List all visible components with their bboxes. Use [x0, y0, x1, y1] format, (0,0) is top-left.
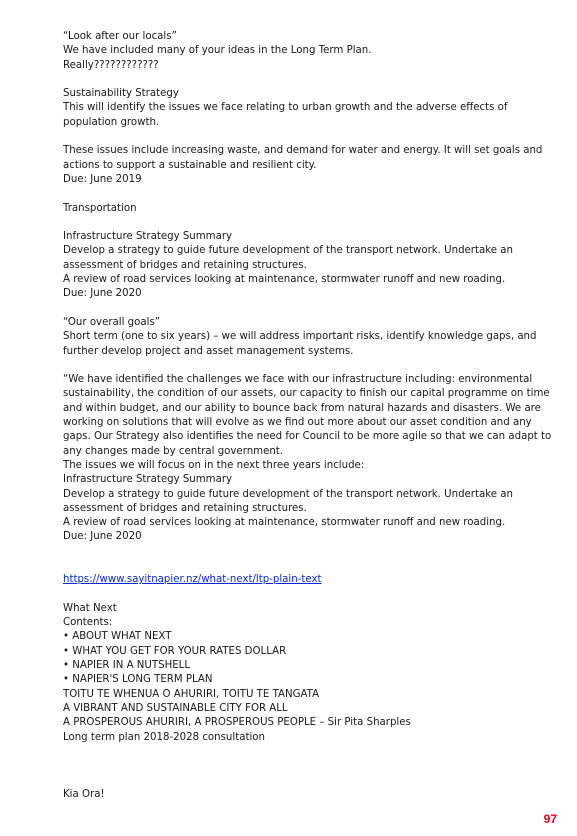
text-line: What Next	[63, 602, 117, 614]
text-line: A PROSPEROUS AHURIRI, A PROSPEROUS PEOPLE – Sir Pita Sharples	[63, 717, 411, 729]
text-line: Sustainability Strategy	[63, 88, 179, 100]
blank-line	[63, 130, 543, 144]
text-line: These issues include increasing waste, and demand for water and energy. It will set goals and	[63, 145, 543, 157]
text-line: A review of road services looking at maintenance, stormwater runoff and new roading.	[63, 274, 506, 286]
text-line: Due: June 2020	[63, 288, 142, 300]
text-line: Short term (one to six years) – we will address important risks, identify knowledge gaps, and	[63, 331, 537, 343]
text-line: assessment of bridges and retaining structures.	[63, 502, 307, 514]
blank-line	[63, 745, 543, 759]
text-line: working on solutions that will evolve as we find out more about our asset condition and any	[63, 417, 532, 429]
text-line: Develop a strategy to guide future development of the transport network. Undertake an	[63, 488, 513, 500]
text-line: Due: June 2020	[63, 531, 142, 543]
page-number: 97	[543, 812, 557, 826]
text-line: Really????????????	[63, 59, 159, 71]
text-line: • ABOUT WHAT NEXT	[63, 631, 172, 643]
text-line: • WHAT YOU GET FOR YOUR RATES DOLLAR	[63, 645, 287, 657]
text-line: Kia Ora!	[63, 788, 105, 800]
blank-line	[63, 359, 543, 373]
text-line: Transportation	[63, 202, 137, 214]
text-line: “Look after our locals”	[63, 31, 177, 42]
blank-line	[63, 545, 543, 559]
text-line: sustainability, the condition of our assets, our capacity to finish our capital programme on time	[63, 388, 550, 400]
text-line: further develop project and asset management systems.	[63, 345, 354, 357]
text-line: Long term plan 2018-2028 consultation	[63, 731, 265, 743]
blank-line	[63, 559, 543, 573]
blank-line	[63, 216, 543, 230]
text-line: We have included many of your ideas in the Long Term Plan.	[63, 45, 372, 57]
text-line: actions to support a sustainable and resilient city.	[63, 159, 317, 171]
text-line: population growth.	[63, 116, 160, 128]
blank-line	[63, 302, 543, 316]
document-text-block-2	[63, 588, 543, 802]
document-body	[63, 30, 552, 802]
blank-line	[63, 73, 543, 87]
document-text-block	[63, 30, 552, 573]
text-line: “We have identified the challenges we face with our infrastructure including: environmental	[63, 374, 533, 386]
text-line: Infrastructure Strategy Summary	[63, 474, 233, 486]
blank-line	[63, 773, 543, 787]
text-line: Infrastructure Strategy Summary	[63, 231, 233, 243]
text-line: Develop a strategy to guide future development of the transport network. Undertake an	[63, 245, 513, 257]
blank-line	[63, 588, 543, 602]
text-line: any changes made by central government.	[63, 445, 284, 457]
text-line: gaps. Our Strategy also identifies the need for Council to be more agile so that we can adapt to	[63, 431, 552, 443]
text-line: • NAPIER'S LONG TERM PLAN	[63, 674, 213, 686]
text-line: The issues we will focus on in the next three years include:	[63, 459, 365, 471]
text-line: assessment of bridges and retaining structures.	[63, 259, 307, 271]
blank-line	[63, 759, 543, 773]
text-line: and within budget, and our ability to bounce back from natural hazards and disasters. We are	[63, 402, 541, 414]
text-line: Due: June 2019	[63, 173, 142, 185]
text-line: This will identify the issues we face relating to urban growth and the adverse effects of	[63, 102, 508, 114]
ltp-plain-text-link[interactable]: https://www.sayitnapier.nz/what-next/ltp-plain-text	[63, 574, 322, 586]
text-line: “Our overall goals”	[63, 316, 161, 328]
text-line: Contents:	[63, 617, 113, 629]
text-line: TOITU TE WHENUA O AHURIRI, TOITU TE TANGATA	[63, 688, 320, 700]
text-line: A review of road services looking at maintenance, stormwater runoff and new roading.	[63, 517, 506, 529]
blank-line	[63, 187, 543, 201]
text-line: • NAPIER IN A NUTSHELL	[63, 660, 191, 672]
text-line: A VIBRANT AND SUSTAINABLE CITY FOR ALL	[63, 702, 288, 714]
